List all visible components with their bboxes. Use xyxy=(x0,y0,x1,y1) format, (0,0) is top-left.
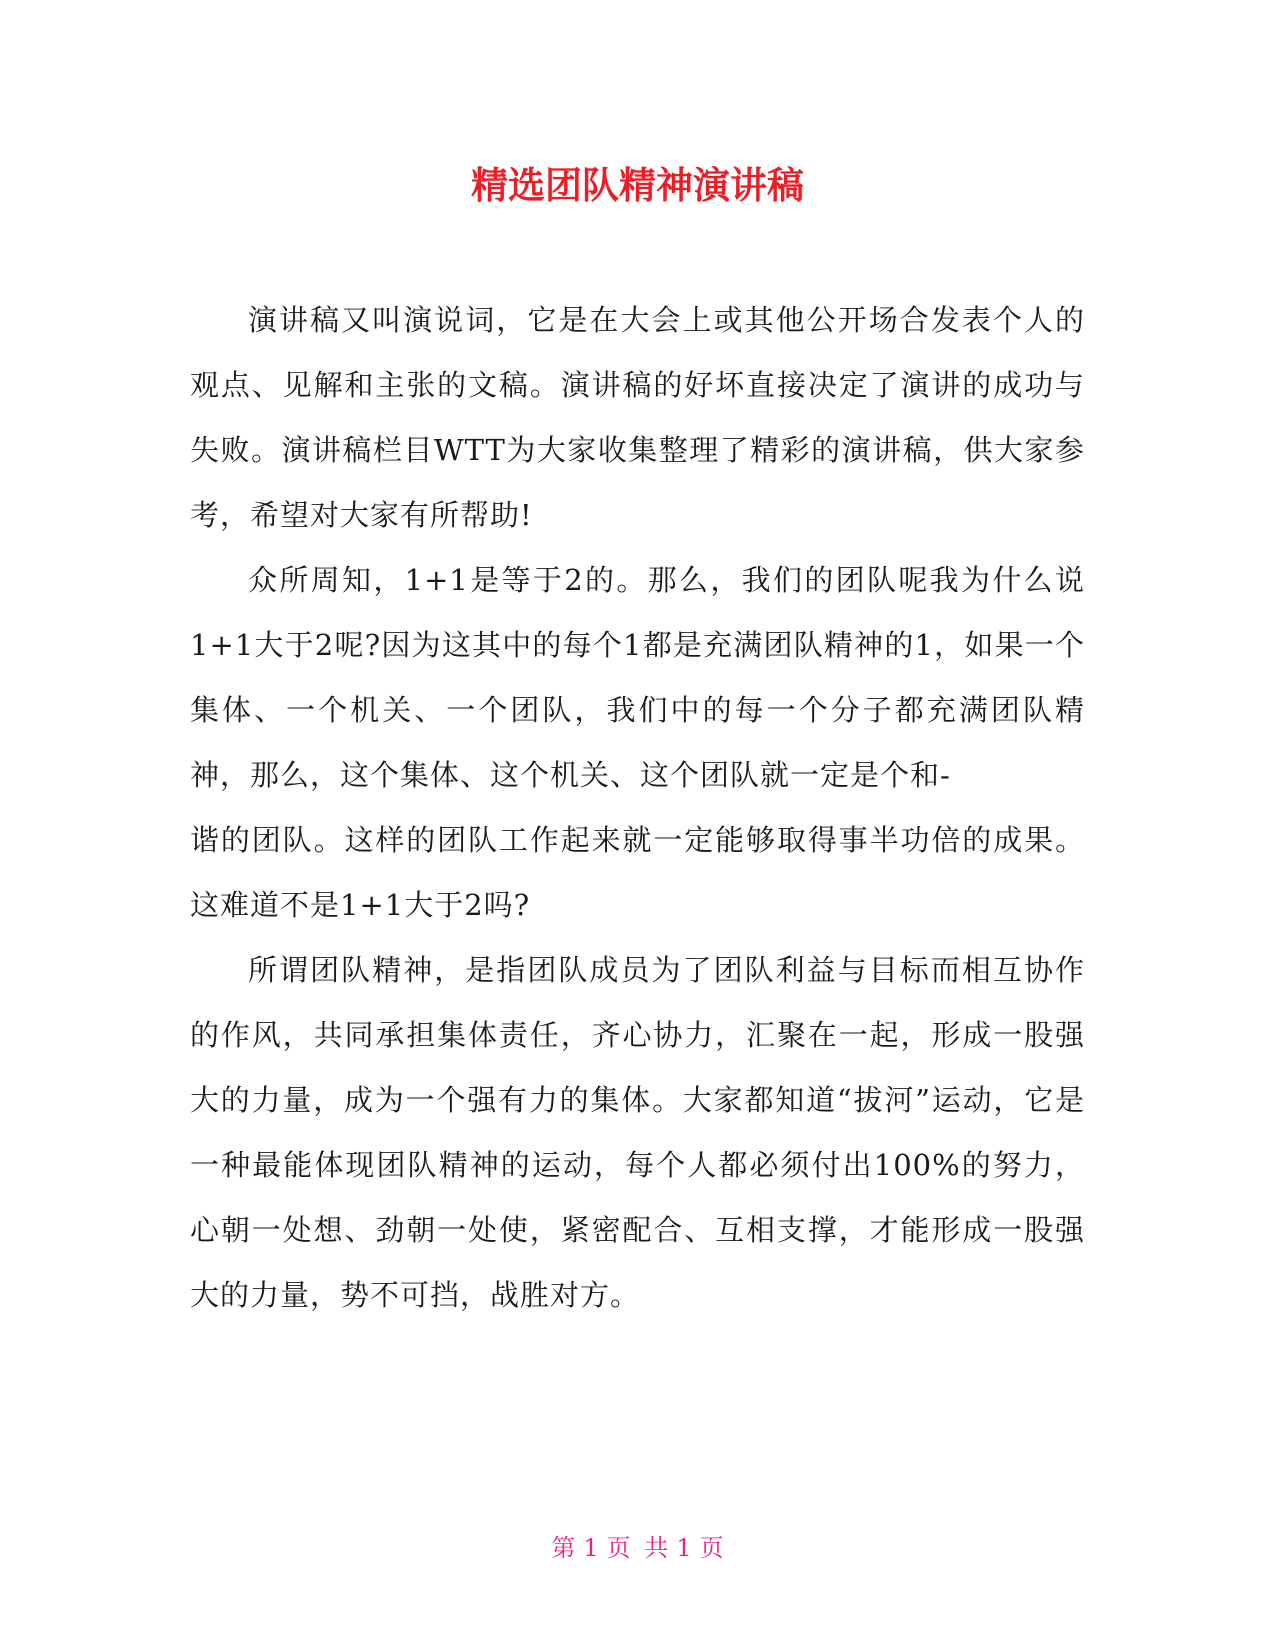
paragraph-intro: 演讲稿又叫演说词，它是在大会上或其他公开场合发表个人的观点、见解和主张的文稿。演讲稿的好坏直接决定了演讲的成功与失败。演讲稿栏目WTT为大家收集整理了精彩的演讲稿，供大家参考，希望对大家有所帮助! xyxy=(190,303,1085,532)
footer-mid: 页 共 xyxy=(606,1534,669,1562)
paragraph-team-spirit: 所谓团队精神，是指团队成员为了团队利益与目标而相互协作的作风，共同承担集体责任，齐心协力，汇聚在一起，形成一股强大的力量，成为一个强有力的集体。大家都知道“拔河”运动，它是一种最能体现团队精神的运动，每个人都必须付出100%的努力，心朝一处想、劲朝一处使，紧密配合、互相支撑，才能形成一股强大的力量，势不可挡，战胜对方。 xyxy=(190,953,1085,1312)
footer-suffix: 页 xyxy=(699,1534,724,1562)
page-footer xyxy=(0,1532,1275,1564)
document-body xyxy=(190,288,1085,1328)
document-title: 精选团队精神演讲稿 xyxy=(471,164,804,207)
paragraph-one-plus-one: 众所周知，1+1是等于2的。那么，我们的团队呢我为什么说1+1大于2呢?因为这其中的每个1都是充满团队精神的1，如果一个集体、一个机关、一个团队，我们中的每一个分子都充满团队精神，那么，这个集体、这个机关、这个团队就一定是个和- xyxy=(190,563,1085,792)
paragraph-continuation: 谐的团队。这样的团队工作起来就一定能够取得事半功倍的成果。这难道不是1+1大于2吗? xyxy=(190,823,1085,922)
footer-current-page: 1 xyxy=(583,1534,599,1562)
footer-total-pages: 1 xyxy=(676,1534,692,1562)
footer-prefix: 第 xyxy=(551,1534,576,1562)
